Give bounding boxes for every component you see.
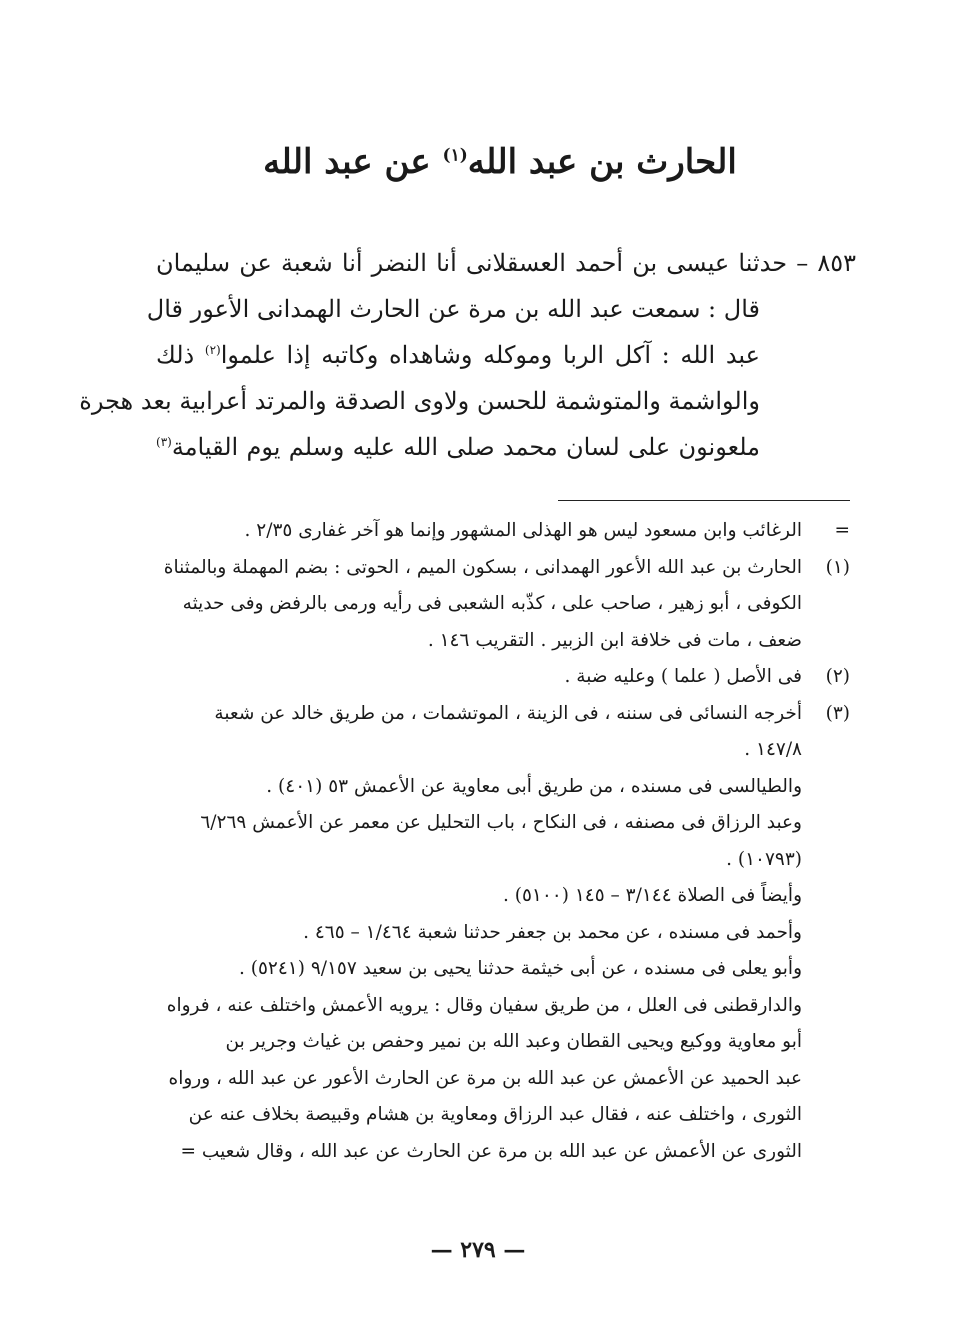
footnote-line: ١٤٧/٨ . (744, 739, 802, 760)
title-text: الحارث بن عبد الله (467, 142, 737, 182)
footnote-line: وأحمد فى مسنده ، عن محمد بن جعفر حدثنا شعبة ١/٤٦٤ – ٤٦٥ . (303, 921, 802, 943)
hadith-line (156, 424, 760, 470)
footnote-2 (156, 659, 850, 696)
footnote-line: أبو معاوية ووكيع ويحيى القطان وعبد الله بن نمير وحفص بن غياث وجرير بن (225, 1031, 802, 1052)
footnote-ref-3: (٣) (156, 435, 172, 449)
hadith-line-text: ذلك (156, 341, 205, 369)
page-number: — ٢٧٩ — (430, 1237, 526, 1263)
footnote-separator (558, 500, 850, 501)
footnote-body (156, 513, 802, 550)
footnote-marker: (٢) (825, 666, 850, 687)
footnote-marker: = (834, 520, 850, 541)
hadith-text (79, 240, 856, 470)
footnote-body (156, 550, 802, 660)
footnote-line: الكوفى ، أبو زهير ، صاحب على ، كذّبه الشعبى فى رأيه ورمى بالرفض وفى حديثه (182, 593, 802, 614)
footnote-line: عبد الحميد عن الأعمش عن عبد الله بن مرة عن الحارث الأعور عن عبد الله ، ورواه (168, 1067, 802, 1089)
footnote-ref-2: (٢) (204, 343, 221, 357)
footnote-line: وأبو يعلى فى مسنده ، عن أبى خيثمة حدثنا يحيى بن سعيد ٩/١٥٧ (٥٢٤١) . (238, 958, 802, 979)
footnote-marker: (٣) (825, 702, 850, 724)
footnote-line: فى الأصل ( علما ) وعليه ضبة . (564, 666, 802, 687)
hadith-number: ٨٥٣ – (787, 249, 856, 277)
footnote-line: الثورى عن الأعمش عن عبد الله بن مرة عن الحارث عن عبد الله ، وقال شعيب = (180, 1140, 802, 1162)
footnote-1 (156, 550, 850, 660)
chapter-title (150, 138, 850, 186)
footnote-line: الحارث بن عبد الله الأعور الهمدانى ، بسكون الميم ، الحوتى : بضم المهملة وبالمثناة (163, 556, 802, 578)
footnote-line: الثورى ، واختلف عنه ، فقال عبد الرزاق ومعاوية بن هشام وقبيصة بخلاف عنه عن (188, 1104, 802, 1125)
hadith-line-text: ملعونون على لسان محمد صلى الله عليه وسلم يوم القيامة (171, 433, 760, 461)
footnote-ref-1: (١) (442, 145, 468, 166)
hadith-line (156, 240, 856, 286)
footnote-marker: (١) (825, 556, 850, 578)
footnote-line: والدارقطنى فى العلل ، من طريق سفيان وقال : يرويه الأعمش واختلف عنه ، فرواه (166, 994, 802, 1016)
footnote-line: والطيالسى فى مسنده ، من طريق أبى معاوية عن الأعمش ٥٣ (٤٠١) . (266, 775, 802, 797)
footnote-body (156, 659, 802, 696)
footnote-line: وعبد الرزاق فى مصنفه ، فى النكاح ، باب التحليل عن معمر عن الأعمش ٦/٢٦٩ (200, 812, 802, 833)
footnote-line: ضعف ، مات فى خلافة ابن الزبير . التقريب ١٤٦ . (427, 629, 802, 651)
footnote-body (156, 696, 802, 1171)
hadith-line (156, 332, 760, 378)
hadith-line-text: عبد الله : آكل الربا وموكله وشاهداه وكاتبه إذا علموا (220, 341, 760, 369)
footnote-line: (١٠٧٩٣) . (726, 848, 802, 870)
footnote-line: أخرجه النسائى فى سننه ، فى الزينة ، الموتشمات ، من طريق خالد عن شعبة (214, 702, 802, 724)
hadith-line: قال : سمعت عبد الله بن مرة عن الحارث الهمدانى الأعور قال (146, 295, 760, 323)
title-text-end: عن عبد الله (263, 142, 443, 182)
footnote-3 (156, 696, 850, 1171)
footnotes (156, 513, 850, 1170)
hadith-line-text: حدثنا عيسى بن أحمد العسقلانى أنا النضر أنا شعبة عن سليمان (156, 249, 788, 277)
footnote-continued (156, 513, 850, 550)
hadith-line: والواشمة والمتوشمة للحسن ولاوى الصدقة والمرتد أعرابية بعد هجرة (79, 387, 760, 415)
footnote-line: الرغائب وابن مسعود ليس هو الهذلى المشهور وإنما هو آخر غفارى ٢/٣٥ . (244, 520, 802, 541)
footnote-line: وأيضاً فى الصلاة ٣/١٤٤ – ١٤٥ (٥١٠٠) . (502, 885, 802, 906)
